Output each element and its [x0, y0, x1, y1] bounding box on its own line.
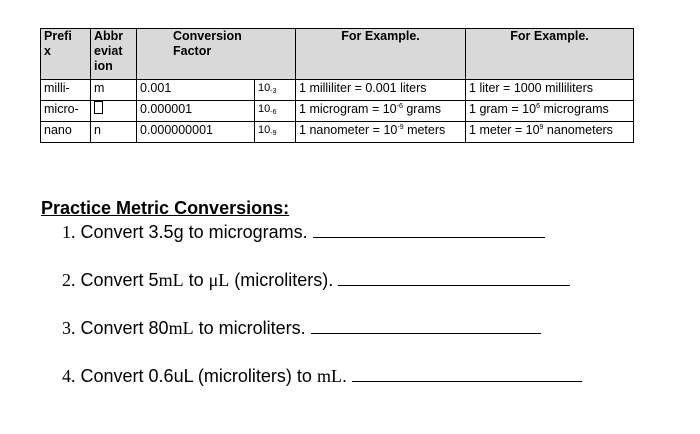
- abbr-cell: n: [91, 122, 137, 143]
- question-3: [62, 318, 541, 339]
- factor-cell: 0.001: [137, 80, 255, 101]
- header-conv-line1: Conversion: [173, 29, 242, 43]
- example1-unit: grams: [402, 102, 442, 116]
- example2-cell: [466, 101, 634, 122]
- question-number: 3.: [62, 318, 76, 338]
- header-prefix: [41, 29, 91, 80]
- table-row: [41, 101, 634, 122]
- question-text-part: .: [341, 366, 347, 386]
- practice-title: Practice Metric Conversions:: [41, 198, 290, 218]
- example1-exponent: -6: [396, 102, 403, 110]
- question-text-part: Convert 80: [80, 318, 169, 338]
- question-text: [81, 318, 306, 338]
- factor-cell: 0.000001: [137, 101, 255, 122]
- example2-exponent: 9: [539, 123, 544, 131]
- power-of-ten-cell: [255, 122, 296, 143]
- answer-blank[interactable]: [352, 367, 582, 382]
- header-prefix-line1: Prefi: [44, 29, 72, 43]
- example1-unit: meters: [403, 123, 446, 137]
- pow-exp: -3: [270, 88, 277, 95]
- example1-cell: [296, 80, 466, 101]
- example1-text: 1 microgram = 10: [299, 102, 397, 116]
- unit-ml: mL: [168, 318, 194, 338]
- table-header-row: [41, 29, 634, 80]
- factor-cell: 0.000000001: [137, 122, 255, 143]
- example2-text: 1 liter = 1000 milliliters: [469, 81, 594, 95]
- header-abbr-line1: Abbr: [94, 29, 124, 43]
- question-text: Convert 3.5g to micrograms.: [80, 222, 308, 242]
- question-text-part: to: [183, 270, 209, 290]
- pow-base: 10: [258, 124, 271, 136]
- header-abbr-line3: ion: [94, 59, 113, 73]
- abbr-cell: m: [91, 80, 137, 101]
- example2-unit: nanometers: [543, 123, 613, 137]
- table-row: [41, 122, 634, 143]
- pow-exp: -6: [270, 109, 277, 116]
- example1-exponent: -9: [397, 123, 404, 131]
- example1-text: 1 nanometer = 10: [299, 123, 398, 137]
- question-text-part: (microliters).: [229, 270, 334, 290]
- answer-blank[interactable]: [338, 271, 570, 286]
- header-example-1: For Example.: [296, 29, 466, 80]
- example1-text: 1 milliliter = 0.001 liters: [299, 81, 427, 95]
- example1-cell: [296, 101, 466, 122]
- question-text: [81, 366, 347, 386]
- question-text-part: Convert 5: [80, 270, 159, 290]
- prefix-cell: nano: [41, 122, 91, 143]
- example2-exponent: 6: [536, 102, 540, 110]
- pow-exp: -9: [270, 130, 277, 137]
- example2-text: 1 gram = 10: [469, 102, 537, 116]
- unit-ml: mL: [158, 270, 184, 290]
- example2-unit: micrograms: [539, 102, 609, 116]
- answer-blank[interactable]: [311, 319, 541, 334]
- table-row: [41, 80, 634, 101]
- example1-cell: [296, 122, 466, 143]
- power-of-ten-cell: [255, 101, 296, 122]
- abbr-cell: [91, 101, 137, 122]
- answer-blank[interactable]: [313, 223, 545, 238]
- power-of-ten-cell: [255, 80, 296, 101]
- example2-cell: [466, 80, 634, 101]
- example2-text: 1 meter = 10: [469, 123, 540, 137]
- header-prefix-line2: x: [44, 44, 51, 58]
- example2-cell: [466, 122, 634, 143]
- question-number: 4.: [62, 366, 76, 386]
- unit-ul: μL: [208, 270, 230, 290]
- pow-base: 10: [258, 103, 271, 115]
- pow-base: 10: [258, 82, 271, 94]
- unit-ml: mL: [316, 366, 342, 386]
- header-example-2: For Example.: [466, 29, 634, 80]
- prefix-cell: milli-: [41, 80, 91, 101]
- prefix-cell: micro-: [41, 101, 91, 122]
- question-text: [81, 270, 334, 290]
- question-1: [62, 222, 545, 243]
- question-number: 2.: [62, 270, 76, 290]
- header-conv-line2: Factor: [173, 44, 212, 58]
- question-number: 1.: [62, 222, 76, 242]
- header-conversion-factor: [137, 29, 296, 80]
- header-abbr-line2: eviat: [94, 44, 123, 58]
- header-abbreviation: [91, 29, 137, 80]
- question-2: [62, 270, 570, 291]
- question-text-part: Convert 0.6uL (microliters) to: [80, 366, 317, 386]
- question-text-part: to microliters.: [193, 318, 306, 338]
- question-4: [62, 366, 582, 387]
- missing-glyph-icon: [94, 101, 103, 114]
- conversion-table: [40, 28, 634, 143]
